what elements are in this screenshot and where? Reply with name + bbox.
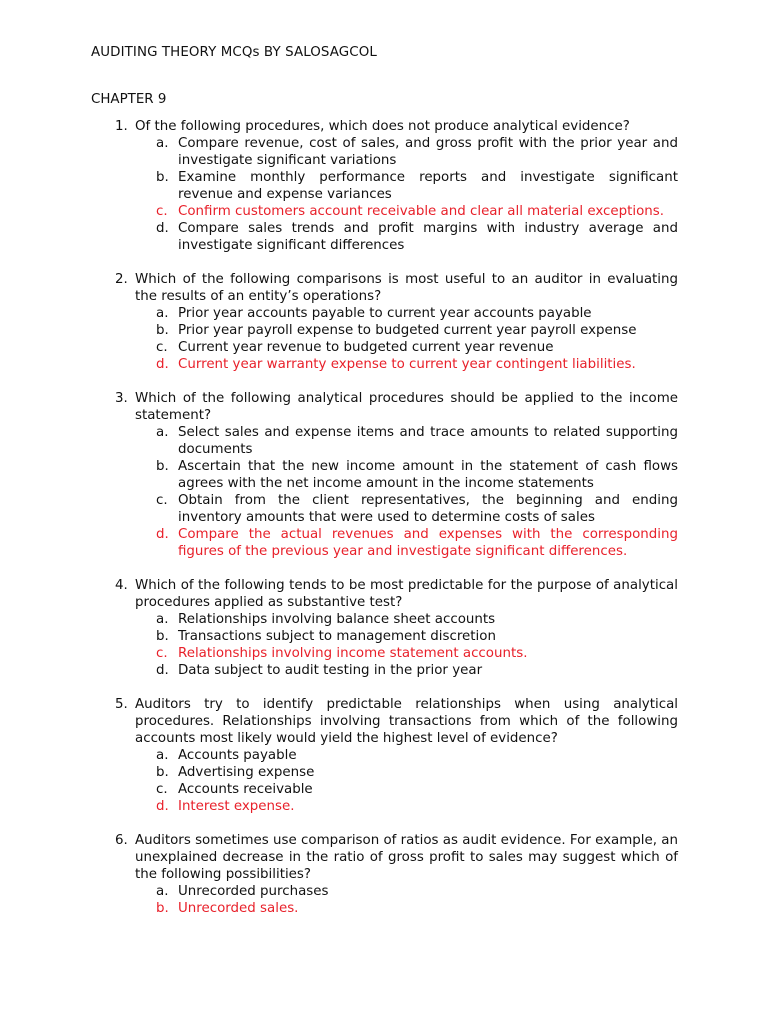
question-number-label: 1. xyxy=(115,119,128,134)
option-text: Ascertain that the new income amount in the statement of cash flows agrees with the net income amount in the income statements xyxy=(178,459,678,491)
question-item xyxy=(91,577,678,679)
option-letter-label: d. xyxy=(156,663,169,678)
option-letter-label: a. xyxy=(156,425,169,440)
option-letter xyxy=(135,220,178,254)
question-text: Which of the following analytical procedures should be applied to the income statement? xyxy=(135,391,678,423)
question-number-label: 3. xyxy=(115,391,128,406)
option-letter-label: a. xyxy=(156,884,169,899)
answer-option xyxy=(135,611,678,628)
option-text: Accounts receivable xyxy=(178,782,313,797)
answer-option xyxy=(135,662,678,679)
question-number-label: 2. xyxy=(115,272,128,287)
question-number xyxy=(91,696,135,815)
question-number-label: 6. xyxy=(115,833,128,848)
option-letter xyxy=(135,169,178,203)
option-letter xyxy=(135,645,178,662)
option-letter-label: d. xyxy=(156,221,169,236)
option-letter xyxy=(135,305,178,322)
question-item xyxy=(91,118,678,254)
answer-option xyxy=(135,458,678,492)
option-text: Transactions subject to management discretion xyxy=(178,629,496,644)
question-number xyxy=(91,832,135,917)
option-text: Data subject to audit testing in the prior year xyxy=(178,663,483,678)
option-letter xyxy=(135,322,178,339)
option-list xyxy=(135,424,678,560)
option-letter-label: d. xyxy=(156,357,169,372)
question-text: Of the following procedures, which does not produce analytical evidence? xyxy=(135,119,630,134)
option-text: Compare sales trends and profit margins with industry average and investigate significant differences xyxy=(178,221,678,253)
option-letter-label: a. xyxy=(156,136,169,151)
option-letter xyxy=(135,356,178,373)
option-letter xyxy=(135,747,178,764)
question-item xyxy=(91,696,678,815)
question-number xyxy=(91,577,135,679)
option-letter xyxy=(135,526,178,560)
option-text: Prior year accounts payable to current year accounts payable xyxy=(178,306,592,321)
option-list xyxy=(135,305,678,373)
option-text: Current year warranty expense to current year contingent liabilities. xyxy=(178,357,636,372)
answer-option-correct xyxy=(135,798,678,815)
option-list xyxy=(135,747,678,815)
option-letter xyxy=(135,798,178,815)
answer-option-correct xyxy=(135,645,678,662)
option-list xyxy=(135,611,678,679)
option-text: Prior year payroll expense to budgeted current year payroll expense xyxy=(178,323,637,338)
option-text: Current year revenue to budgeted current year revenue xyxy=(178,340,554,355)
option-letter-label: d. xyxy=(156,527,169,542)
question-body xyxy=(135,577,678,679)
option-text: Interest expense. xyxy=(178,799,295,814)
option-text: Relationships involving balance sheet accounts xyxy=(178,612,496,627)
answer-option xyxy=(135,305,678,322)
option-text: Confirm customers account receivable and clear all material exceptions. xyxy=(178,204,665,219)
option-text: Accounts payable xyxy=(178,748,297,763)
answer-option xyxy=(135,220,678,254)
question-number-label: 5. xyxy=(115,697,128,712)
answer-option-correct xyxy=(135,203,678,220)
option-letter xyxy=(135,458,178,492)
answer-option xyxy=(135,424,678,458)
question-number xyxy=(91,271,135,373)
answer-option xyxy=(135,628,678,645)
option-letter xyxy=(135,611,178,628)
option-letter xyxy=(135,764,178,781)
question-text: Auditors sometimes use comparison of ratios as audit evidence. For example, an unexplained decrease in the ratio of gross profit to sales may suggest which of the following possibilities? xyxy=(135,833,678,882)
answer-option-correct xyxy=(135,356,678,373)
question-body xyxy=(135,271,678,373)
question-number-label: 4. xyxy=(115,578,128,593)
answer-option xyxy=(135,492,678,526)
question-number xyxy=(91,390,135,560)
option-letter-label: b. xyxy=(156,170,169,185)
answer-option xyxy=(135,781,678,798)
question-body xyxy=(135,832,678,917)
option-letter xyxy=(135,900,178,917)
option-letter-label: c. xyxy=(156,204,168,219)
answer-option xyxy=(135,339,678,356)
option-letter-label: b. xyxy=(156,901,169,916)
question-text: Which of the following tends to be most predictable for the purpose of analytical procedures applied as substantive test? xyxy=(135,578,678,610)
option-letter xyxy=(135,883,178,900)
option-letter xyxy=(135,662,178,679)
option-letter-label: d. xyxy=(156,799,169,814)
question-item xyxy=(91,832,678,917)
option-text: Relationships involving income statement accounts. xyxy=(178,646,528,661)
option-letter-label: a. xyxy=(156,748,169,763)
question-item xyxy=(91,271,678,373)
option-text: Unrecorded sales. xyxy=(178,901,299,916)
question-number xyxy=(91,118,135,254)
option-list xyxy=(135,135,678,254)
question-list xyxy=(91,118,678,917)
question-body xyxy=(135,118,678,254)
question-body xyxy=(135,390,678,560)
answer-option xyxy=(135,135,678,169)
option-letter xyxy=(135,492,178,526)
option-text: Compare the actual revenues and expenses with the corresponding figures of the previous year and investigate significant differences. xyxy=(178,527,678,559)
chapter-heading: CHAPTER 9 xyxy=(91,92,167,107)
option-letter xyxy=(135,424,178,458)
option-letter-label: a. xyxy=(156,306,169,321)
option-letter xyxy=(135,135,178,169)
option-text: Advertising expense xyxy=(178,765,315,780)
option-letter-label: c. xyxy=(156,493,168,508)
option-text: Examine monthly performance reports and investigate significant revenue and expense variances xyxy=(178,170,678,202)
option-letter xyxy=(135,203,178,220)
answer-option xyxy=(135,169,678,203)
question-body xyxy=(135,696,678,815)
option-letter-label: b. xyxy=(156,629,169,644)
option-letter-label: c. xyxy=(156,340,168,355)
option-letter-label: a. xyxy=(156,612,169,627)
answer-option xyxy=(135,883,678,900)
option-text: Compare revenue, cost of sales, and gross profit with the prior year and investigate significant variations xyxy=(178,136,678,168)
option-letter-label: b. xyxy=(156,459,169,474)
option-list xyxy=(135,883,678,917)
answer-option xyxy=(135,322,678,339)
answer-option-correct xyxy=(135,526,678,560)
document-title: AUDITING THEORY MCQs BY SALOSAGCOL xyxy=(91,45,377,60)
option-text: Unrecorded purchases xyxy=(178,884,329,899)
answer-option-correct xyxy=(135,900,678,917)
option-letter xyxy=(135,781,178,798)
answer-option xyxy=(135,764,678,781)
option-letter-label: b. xyxy=(156,765,169,780)
option-text: Obtain from the client representatives, the beginning and ending inventory amounts that were used to determine costs of sales xyxy=(178,493,678,525)
option-letter xyxy=(135,628,178,645)
answer-option xyxy=(135,747,678,764)
question-item xyxy=(91,390,678,560)
option-letter xyxy=(135,339,178,356)
option-letter-label: b. xyxy=(156,323,169,338)
question-text: Auditors try to identify predictable relationships when using analytical procedures. Relationships involving transactions from which of the following accounts most likely would yield the highest level of evidence? xyxy=(135,697,678,746)
option-text: Select sales and expense items and trace amounts to related supporting documents xyxy=(178,425,678,457)
option-letter-label: c. xyxy=(156,782,168,797)
option-letter-label: c. xyxy=(156,646,168,661)
question-text: Which of the following comparisons is most useful to an auditor in evaluating the results of an entity’s operations? xyxy=(135,272,678,304)
